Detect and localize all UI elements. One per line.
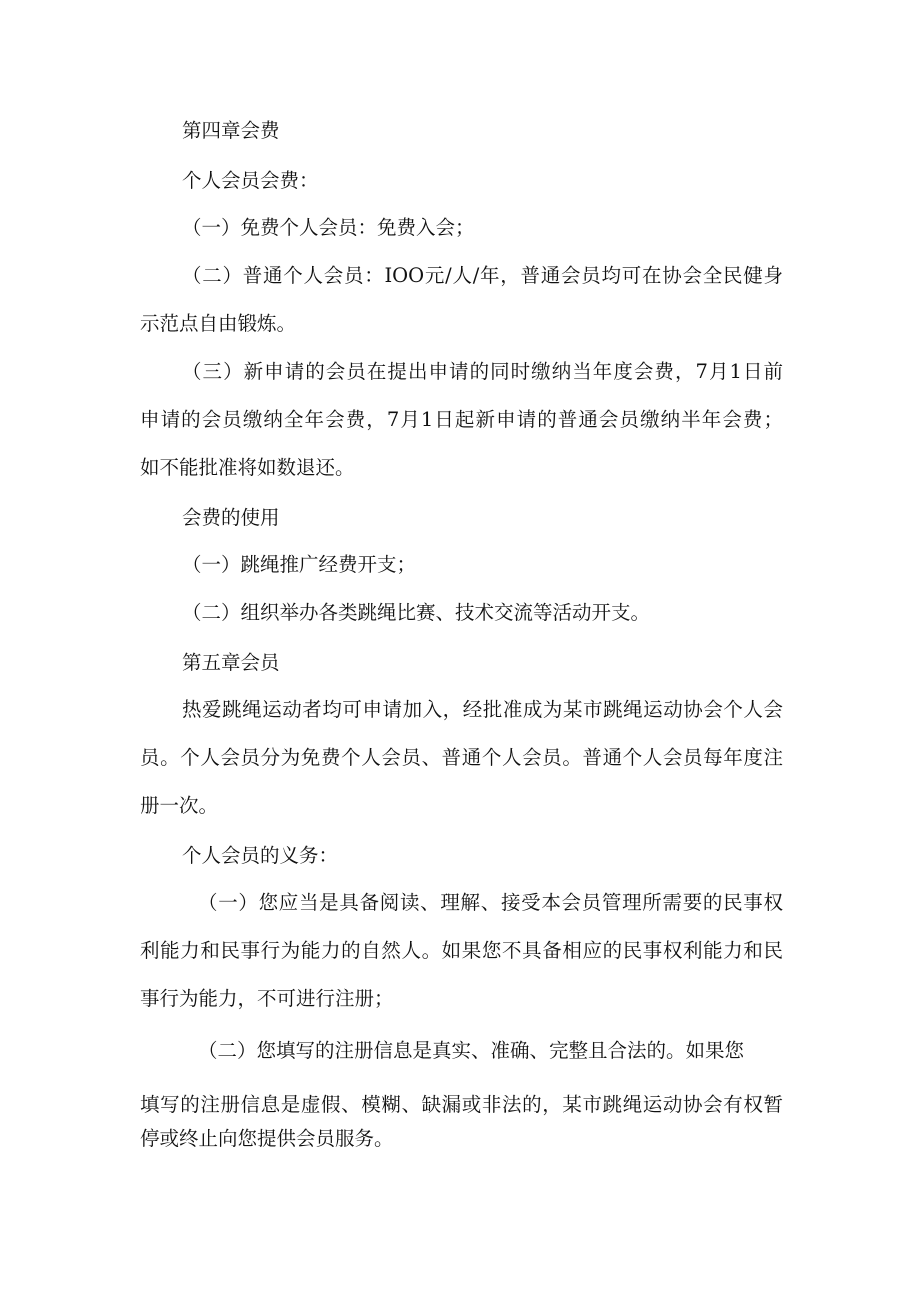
membership-paragraph-line-3: 册一次。 [140, 794, 219, 817]
section-heading-member-obligations: 个人会员的义务： [182, 844, 339, 867]
chapter-four-heading: 第四章会费 [182, 119, 280, 142]
obligation-item-1-line-3: 事行为能力，不可进行注册； [140, 987, 394, 1010]
membership-paragraph-line-2: 员。个人会员分为免费个人会员、普通个人会员。普通个人会员每年度注 [140, 746, 783, 769]
fee-item-2-line-1: （二）普通个人会员：IOO元/人/年，普通会员均可在协会全民健身 [182, 264, 783, 287]
section-heading-member-fees: 个人会员会费： [182, 169, 319, 192]
obligation-item-2-line-2: 填写的注册信息是虚假、模糊、缺漏或非法的，某市跳绳运动协会有权暂 [140, 1093, 783, 1116]
fee-item-2-line-2: 示范点自由锻炼。 [140, 312, 297, 335]
obligation-item-1-line-1: （一）您应当是具备阅读、理解、接受本会员管理所需要的民事权 [198, 891, 783, 914]
chapter-five-heading: 第五章会员 [182, 651, 280, 674]
section-heading-fee-usage: 会费的使用 [182, 506, 280, 529]
usage-item-2: （二）组织举办各类跳绳比赛、技术交流等活动开支。 [182, 601, 651, 624]
fee-item-3-line-1: （三）新申请的会员在提出申请的同时缴纳当年度会费，7月1日前 [182, 360, 783, 383]
obligation-item-1-line-2: 利能力和民事行为能力的自然人。如果您不具备相应的民事权利能力和民 [140, 939, 783, 962]
obligation-item-2-line-1: （二）您填写的注册信息是真实、准确、完整且合法的。如果您 [198, 1039, 745, 1062]
membership-paragraph-line-1: 热爱跳绳运动者均可申请加入，经批准成为某市跳绳运动协会个人会 [182, 698, 783, 721]
usage-item-1: （一）跳绳推广经费开支； [182, 553, 417, 576]
fee-item-3-line-2: 申请的会员缴纳全年会费，7月1日起新申请的普通会员缴纳半年会费； [140, 408, 783, 431]
fee-item-1: （一）免费个人会员：免费入会； [182, 216, 475, 239]
fee-item-3-line-3: 如不能批准将如数退还。 [140, 456, 355, 479]
obligation-item-2-line-3: 停或终止向您提供会员服务。 [140, 1127, 394, 1150]
